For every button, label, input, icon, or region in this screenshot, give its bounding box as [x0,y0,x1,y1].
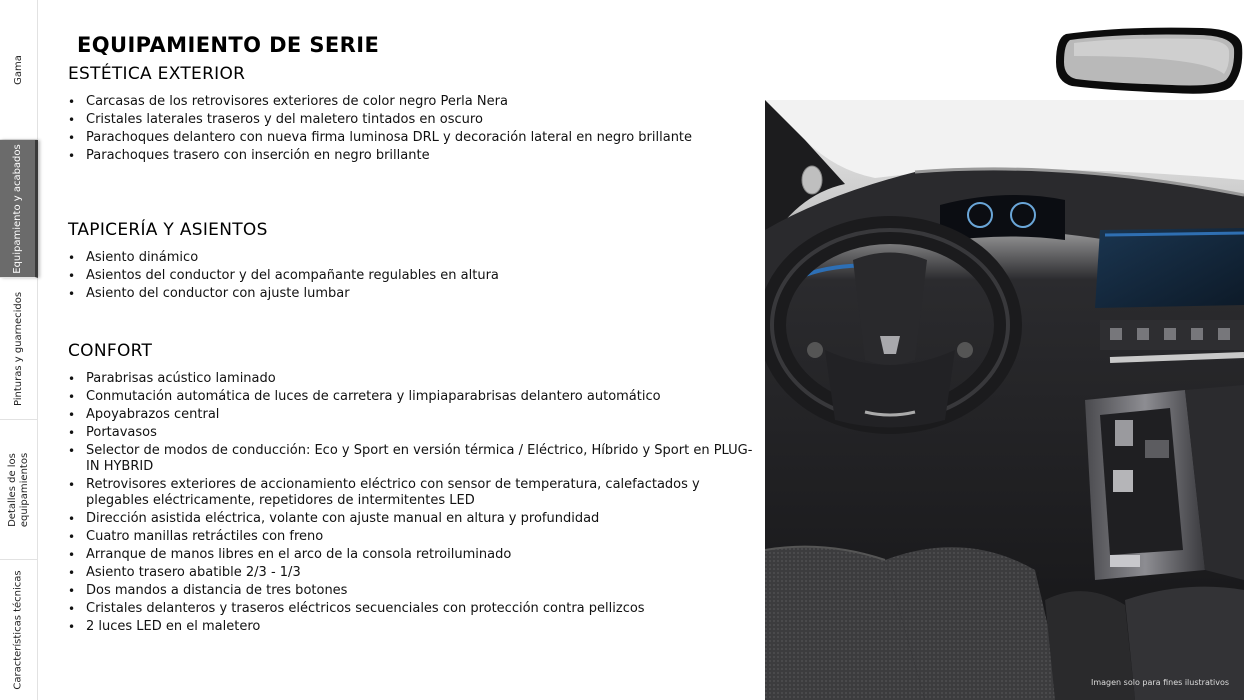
section-list-tapiceria [66,250,756,304]
list-item: • Selector de modos de conducción: Eco y Sport en versión térmica / Eléctrico, Híbrido y Sport en PLUG-IN HYBRID [66,443,756,475]
sidebar-tab-label: Pinturas y guarnecidos [13,291,25,406]
list-item: • Portavasos [66,425,756,441]
list-item: • Cristales delanteros y traseros eléctricos secuenciales con protección contra pellizcos [66,601,756,617]
list-item: • Parachoques delantero con nueva firma luminosa DRL y decoración lateral en negro brillante [66,130,756,146]
list-item: • Parabrisas acústico laminado [66,371,756,387]
list-item: • Conmutación automática de luces de carretera y limpiaparabrisas delantero automático [66,389,756,405]
sidebar-tab-pinturas[interactable] [0,278,38,420]
list-item: • Asiento del conductor con ajuste lumbar [66,286,756,302]
sidebar-tab-label: Detalles de los equipamientos [7,452,31,527]
list-item: • Cuatro manillas retráctiles con freno [66,529,756,545]
sidebar-tab-equipamiento[interactable] [0,140,38,278]
list-item: • 2 luces LED en el maletero [66,619,756,635]
list-item: • Carcasas de los retrovisores exteriores de color negro Perla Nera [66,94,756,110]
sidebar-tab-label: Características técnicas [13,570,25,690]
list-item: • Arranque de manos libres en el arco de la consola retroiluminado [66,547,756,563]
sidebar-tab-detalles[interactable] [0,420,38,560]
section-title-estetica: ESTÉTICA EXTERIOR [68,64,246,84]
rearview-mirror-image [1052,26,1244,98]
section-title-tapiceria: TAPICERÍA Y ASIENTOS [68,220,268,240]
list-item: • Parachoques trasero con inserción en negro brillante [66,148,756,164]
sidebar-tab-caracteristicas[interactable] [0,560,38,700]
page-title: EQUIPAMIENTO DE SERIE [77,33,380,57]
sidebar-tab-label: Equipamiento y acabados [11,143,23,274]
section-list-confort [66,371,756,637]
interior-photo [765,100,1244,700]
list-item: • Asientos del conductor y del acompañante regulables en altura [66,268,756,284]
list-item: • Asiento dinámico [66,250,756,266]
image-caption: Imagen solo para fines ilustrativos [1090,678,1229,687]
list-item: • Cristales laterales traseros y del maletero tintados en oscuro [66,112,756,128]
list-item: • Apoyabrazos central [66,407,756,423]
list-item: • Dirección asistida eléctrica, volante con ajuste manual en altura y profundidad [66,511,756,527]
list-item: • Dos mandos a distancia de tres botones [66,583,756,599]
section-list-estetica [66,94,756,166]
sidebar-tab-gama[interactable] [0,0,38,140]
list-item: • Asiento trasero abatible 2/3 - 1/3 [66,565,756,581]
dashboard-illustration [765,100,1244,700]
section-title-confort: CONFORT [68,341,153,361]
sidebar-tab-label: Gama [13,54,24,85]
list-item: • Retrovisores exteriores de accionamiento eléctrico con sensor de temperatura, calefactados y plegables eléctricamente, repetidores de intermitentes LED [66,477,756,509]
side-navigation [0,0,38,700]
